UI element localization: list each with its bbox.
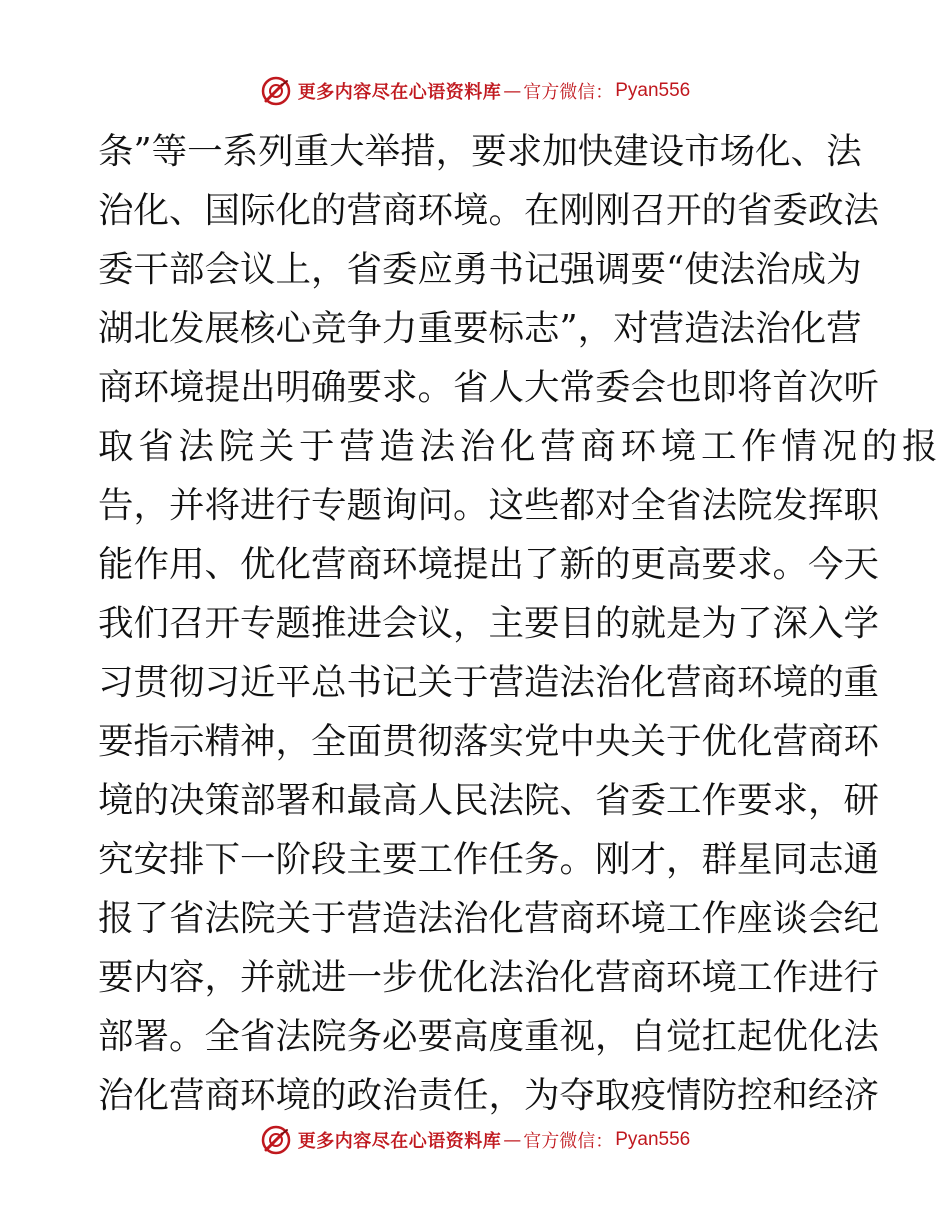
text-line: 治化营商环境的政治责任，为夺取疫情防控和经济 — [98, 1075, 880, 1116]
seal-logo-icon — [260, 75, 292, 107]
text-line: 取省法院关于营造法治化营商环境工作情况的报 — [98, 426, 943, 467]
text-line: 治化、国际化的营商环境。在刚刚召开的省委政法 — [98, 190, 880, 231]
header-banner — [0, 74, 950, 108]
text-line: 能作用、优化营商环境提出了新的更高要求。今天 — [98, 544, 880, 585]
text-line: 条”等一系列重大举措，要求加快建设市场化、法 — [98, 131, 862, 172]
text-line: 究安排下一阶段主要工作任务。刚才，群星同志通 — [98, 839, 880, 880]
text-line: 湖北发展核心竞争力重要标志”，对营造法治化营 — [98, 308, 862, 349]
text-line: 要内容，并就进一步优化法治化营商环境工作进行 — [98, 957, 880, 998]
banner-wechat-label: 官方微信： — [523, 1131, 614, 1152]
text-line: 告，并将进行专题询问。这些都对全省法院发挥职 — [98, 485, 880, 526]
document-body — [98, 122, 943, 1125]
banner-separator: — — [503, 80, 522, 102]
banner-separator: — — [503, 1129, 522, 1151]
banner-wechat-label: 官方微信： — [523, 82, 614, 103]
banner-wechat-handle: Pyan556 — [615, 1129, 691, 1150]
text-line: 要指示精神，全面贯彻落实党中央关于优化营商环 — [98, 721, 880, 762]
footer-banner — [0, 1123, 950, 1157]
banner-brand-text: 更多内容尽在心语资料库 — [297, 1131, 502, 1152]
banner-wechat-handle: Pyan556 — [615, 80, 691, 101]
text-line: 报了省法院关于营造法治化营商环境工作座谈会纪 — [98, 898, 880, 939]
text-line: 部署。全省法院务必要高度重视，自觉扛起优化法 — [98, 1016, 880, 1057]
text-line: 习贯彻习近平总书记关于营造法治化营商环境的重 — [98, 662, 880, 703]
text-line: 境的决策部署和最高人民法院、省委工作要求，研 — [98, 780, 880, 821]
banner-brand-text: 更多内容尽在心语资料库 — [297, 82, 502, 103]
text-line: 商环境提出明确要求。省人大常委会也即将首次听 — [98, 367, 880, 408]
seal-logo-icon — [260, 1124, 292, 1156]
text-line: 我们召开专题推进会议，主要目的就是为了深入学 — [98, 603, 880, 644]
text-line: 委干部会议上，省委应勇书记强调要“使法治成为 — [98, 249, 862, 290]
